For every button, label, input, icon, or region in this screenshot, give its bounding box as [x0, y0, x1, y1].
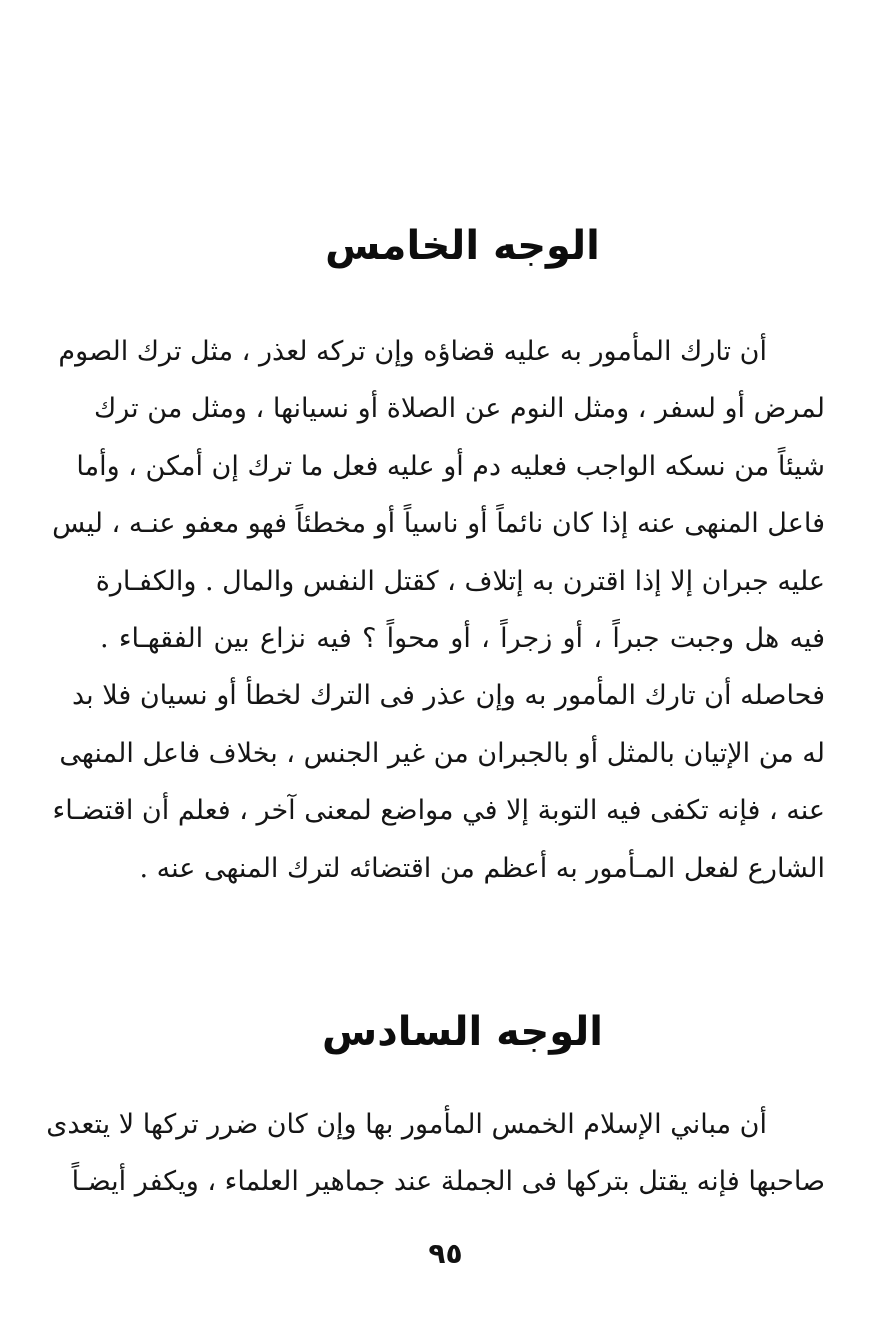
section-body-fifth	[52, 323, 825, 897]
text-line: فاعل المنهى عنه إذا كان نائماً أو ناسياً أو مخطئاً فهو معفو عنـه ، ليس	[52, 508, 825, 540]
section-heading-fifth: الوجه الخامس	[325, 223, 600, 269]
section-body-sixth	[46, 1096, 825, 1211]
text-line: شيئاً من نسكه الواجب فعليه دم أو عليه فعل ما ترك إن أمكن ، وأما	[76, 450, 825, 482]
text-line: له من الإتيان بالمثل أو بالجبران من غير الجنس ، بخلاف فاعل المنهى	[59, 737, 825, 769]
text-line: صاحبها فإنه يقتل بتركها فى الجملة عند جماهير العلماء ، ويكفر أيضـاً	[71, 1166, 825, 1198]
text-line: أن تارك المأمور به عليه قضاؤه وإن تركه لعذر ، مثل ترك الصوم	[58, 336, 767, 367]
section-heading-sixth: الوجه السادس	[322, 1009, 603, 1055]
text-line: لمرض أو لسفر ، ومثل النوم عن الصلاة أو نسيانها ، ومثل من ترك	[94, 393, 825, 425]
text-line: فحاصله أن تارك المأمور به وإن عذر فى الترك لخطأ أو نسيان فلا بد	[71, 680, 825, 712]
text-line: أن مباني الإسلام الخمس المأمور بها وإن كان ضرر تركها لا يتعدى	[46, 1109, 767, 1140]
text-line: عنه ، فإنه تكفى فيه التوبة إلا في مواضع لمعنى آخر ، فعلم أن اقتضـاء	[52, 795, 825, 827]
page-number: ٩٥	[428, 1237, 463, 1270]
text-line: عليه جبران إلا إذا اقترن به إتلاف ، كقتل النفس والمال . والكفـارة	[95, 565, 825, 597]
text-line: فيه هل وجبت جبراً ، أو زجراً ، أو محواً ؟ فيه نزاع بين الفقهـاء .	[100, 622, 825, 654]
text-line: الشارع لفعل المـأمور به أعظم من اقتضائه لترك المنهى عنه .	[139, 852, 825, 884]
